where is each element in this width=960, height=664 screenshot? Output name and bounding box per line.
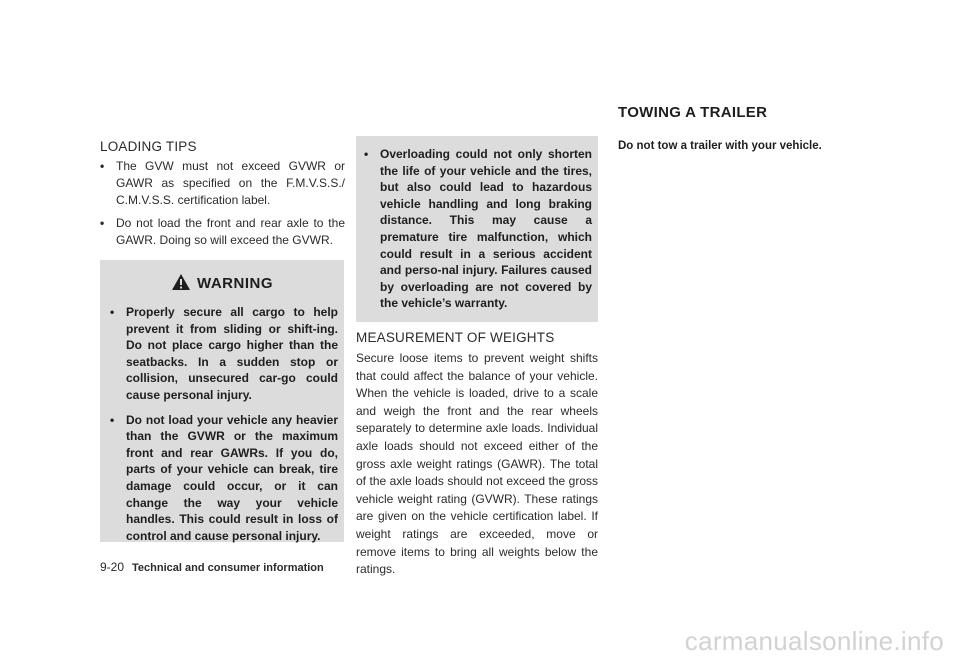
footer-section-title: Technical and consumer information [132,562,324,574]
warning-heading: WARNING [100,273,344,292]
heading-loading-tips: LOADING TIPS [100,139,197,154]
warning-item: • Properly secure all cargo to help prevent it from sliding or shift-ing. Do not place cargo higher than the seatbacks. In a sudden stop or collision, unsecured car-go could cause personal injury. [110,305,338,402]
warning-list-continued [358,146,592,320]
towing-paragraph: Do not tow a trailer with your vehicle. [618,140,822,152]
warning-box-continued [356,136,598,322]
warning-triangle-icon [171,273,191,291]
warning-box [100,260,344,542]
bullet-icon: • [110,305,115,319]
heading-measurement-of-weights: MEASUREMENT OF WEIGHTS [356,330,555,345]
list-item: • Do not load the front and rear axle to the GAWR. Doing so will exceed the GVWR. [100,216,345,247]
watermark: carmanualsonline.info [684,626,944,656]
list-item: • The GVW must not exceed GVWR or GAWR as specified on the F.M.V.S.S./ C.M.V.S.S. certification label. [100,159,345,207]
warning-list [104,304,338,552]
section-heading-towing: TOWING A TRAILER [618,104,768,121]
loading-tips-list [100,158,345,255]
page-footer [100,560,324,574]
bullet-icon: • [100,216,105,230]
measurement-paragraph: Secure loose items to prevent weight shifts that could affect the balance of your vehicle. When the vehicle is loaded, drive to a scale and weigh the front and the rear wheels separately to determine axle loads. Individual axle loads should not exceed either of the gross axle weight ratings (GAWR). The total of the axle loads should not exceed the gross vehicle weight rating (GVWR). These ratings are given on the vehicle certification label. If weight ratings are exceeded, move or remove items to bring all weights below the ratings. [356,351,598,577]
bullet-icon: • [110,412,115,427]
page-number: 9-20 [100,560,125,574]
bullet-icon: • [100,159,105,173]
warning-item: • Do not load your vehicle any heavier than the GVWR or the maximum front and rear GAWRs. If you do, parts of your vehicle can break, tire damage could occur, or it can change the way your vehicle handles. This could result in loss of control and cause personal injury. [110,412,338,543]
bullet-icon: • [364,147,369,161]
warning-item: • Overloading could not only shorten the life of your vehicle and the tires, but also could lead to hazardous vehicle handling and long braking distance. This may cause a premature tire malfunction, which could result in a serious accident and perso-nal injury. Failures caused by overloading are not covered by the vehicle’s warranty. [364,147,592,311]
